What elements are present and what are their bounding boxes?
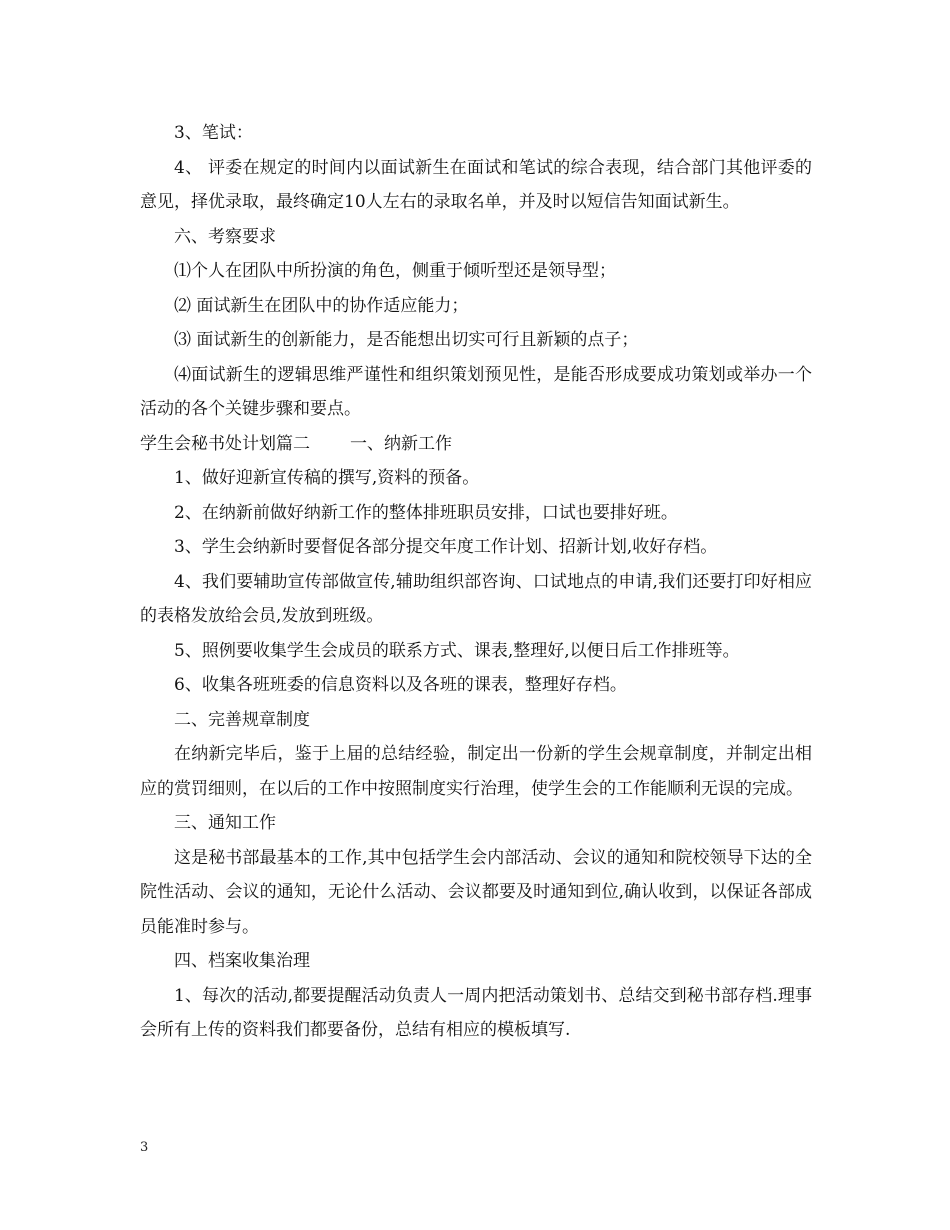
heading-rules-improvement: 二、完善规章制度 [174,709,310,730]
paragraph-judging-criteria: 4、 评委在规定的时间内以面试新生在面试和笔试的综合表现，结合部门其他评委的意见，择优录取，最终确定10人左右的录取名单，并及时以短信告知面试新生。 [140,157,812,212]
paragraph-notification-detail: 这是秘书部最基本的工作,其中包括学生会内部活动、会议的通知和院校领导下达的全院性活动、会议的通知，无论什么活动、会议都要及时通知到位,确认收到，以保证各部成员能准时参与。 [140,847,812,937]
paragraph-written-test: 3、笔试： [174,123,253,143]
heading-archive-management: 四、档案收集治理 [174,951,310,971]
list-item-innovation: ⑶ 面试新生的创新能力，是否能想出切实可行且新颖的点子； [174,330,639,350]
list-item-annual-plans: 3、学生会纳新时要督促各部分提交年度工作计划、招新计划,收好存档。 [174,537,718,557]
list-item-publicity-draft: 1、做好迎新宣传稿的撰写,资料的预备。 [174,468,480,488]
section-heading-line [140,427,812,462]
heading-assessment-requirements: 六、考察要求 [174,226,276,247]
list-item-assist-departments: 4、我们要辅助宣传部做宣传,辅助组织部咨询、口试地点的申请,我们还要打印好相应的表格发放给会员,发放到班级。 [140,571,812,626]
document-body [140,116,812,1048]
heading-notification-work: 三、通知工作 [174,813,276,833]
list-item-logic-planning: ⑷面试新生的逻辑思维严谨性和组织策划预见性，是能否形成要成功策划或举办一个活动的各个关键步骤和要点。 [140,364,812,419]
paragraph-archive-detail: 1、每次的活动,都要提醒活动负责人一周内把活动策划书、总结交到秘书部存档.理事会所有上传的资料我们都要备份，总结有相应的模板填写. [140,985,812,1040]
paragraph-rules-detail: 在纳新完毕后，鉴于上届的总结经验，制定出一份新的学生会规章制度，并制定出相应的赏罚细则，在以后的工作中按照制度实行治理，使学生会的工作能顺利无误的完成。 [140,744,812,799]
list-item-class-committee: 6、收集各班班委的信息资料以及各班的课表，整理好存档。 [174,675,627,695]
section-subtitle: 一、纳新工作 [350,433,452,454]
section-title: 学生会秘书处计划篇二 [140,433,310,454]
list-item-contact-info: 5、照例要收集学生会成员的联系方式、课表,整理好,以便日后工作排班等。 [174,640,740,661]
page-number: 3 [140,1140,149,1155]
list-item-role-in-team: ⑴个人在团队中所扮演的角色，侧重于倾听型还是领导型； [174,261,616,281]
list-item-team-cooperation: ⑵ 面试新生在团队中的协作适应能力； [174,295,469,316]
list-item-staff-scheduling: 2、在纳新前做好纳新工作的整体排班职员安排，口试也要排好班。 [174,502,678,523]
